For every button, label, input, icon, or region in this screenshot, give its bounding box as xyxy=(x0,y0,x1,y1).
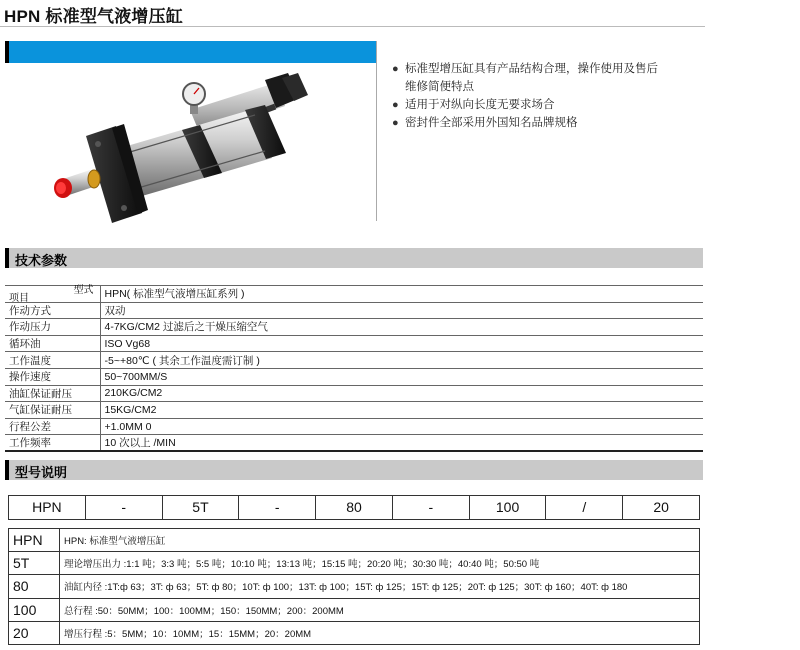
model-code-separator: - xyxy=(239,496,316,519)
product-divider xyxy=(376,41,377,221)
bullet-icon: ● xyxy=(392,63,399,75)
model-row: 80 油缸内径 :1T:ф 63；3T: ф 63；5T: ф 80；10T: ф 100；13T: ф 100；15T: ф 125；15T: ф 125；20T: ф 125；30T: ф 160；40T: ф 180 xyxy=(9,575,700,598)
spec-header-diagonal-cell: 型式 项目 xyxy=(5,286,100,303)
spec-table xyxy=(5,285,703,452)
spec-row: 工作温度 -5~+80℃ ( 其余工作温度需订制 ) xyxy=(5,352,703,369)
feature-list xyxy=(392,60,692,132)
bullet-icon: ● xyxy=(392,117,399,129)
spec-row: 循环油 ISO Vg68 xyxy=(5,335,703,352)
feature-item: ● 标准型增压缸具有产品结构合理，操作使用及售后 xyxy=(392,60,692,78)
spec-section-header: 技术参数 xyxy=(5,248,703,268)
bullet-icon: ● xyxy=(392,99,399,111)
model-code-segment: 80 xyxy=(316,496,393,519)
title-divider xyxy=(0,26,705,27)
spec-series-value: HPN( 标准型气液增压缸系列 ) xyxy=(100,286,703,303)
spec-row: 操作速度 50~700MM/S xyxy=(5,368,703,385)
page-title: HPN 标准型气液增压缸 xyxy=(4,7,184,26)
spec-row: 行程公差 +1.0MM 0 xyxy=(5,418,703,435)
feature-item: ● 密封件全部采用外国知名品牌规格 xyxy=(392,114,692,132)
model-row: 5T 理论增压出力 :1:1 吨；3:3 吨；5:5 吨；10:10 吨；13:13 吨；15:15 吨；20:20 吨；30:30 吨；40:40 吨；50:50 吨 xyxy=(9,552,700,575)
spec-header-row xyxy=(5,286,703,303)
feature-item-continuation: 维修简便特点 xyxy=(405,81,474,93)
model-code-separator: - xyxy=(86,496,163,519)
cylinder-product-image xyxy=(50,68,370,226)
model-code-separator: / xyxy=(546,496,623,519)
spec-row: 工作频率 10 次以上 /MIN xyxy=(5,435,703,452)
spec-row: 油缸保证耐压 210KG/CM2 xyxy=(5,385,703,402)
product-header-bar xyxy=(5,41,377,63)
model-code-row xyxy=(8,495,700,520)
model-row: 100 总行程 :50：50MM；100：100MM；150：150MM；200：200MM xyxy=(9,598,700,621)
spec-row: 气缸保证耐压 15KG/CM2 xyxy=(5,402,703,419)
model-row: HPN HPN: 标准型气液增压缸 xyxy=(9,529,700,552)
spec-row: 作动压力 4-7KG/CM2 过滤后之干燥压缩空气 xyxy=(5,319,703,336)
piston-rod-end xyxy=(54,170,100,198)
model-section-header: 型号说明 xyxy=(5,460,703,480)
model-code-segment: 20 xyxy=(653,499,669,515)
model-code-separator: - xyxy=(393,496,470,519)
feature-item: ● 适用于对纵向长度无要求场合 xyxy=(392,96,692,114)
model-explanation-table xyxy=(8,528,700,645)
model-code-segment: 5T xyxy=(163,496,240,519)
model-code-segment: 100 xyxy=(470,496,547,519)
model-row: 20 增压行程 :5：5MM；10：10MM；15：15MM；20：20MM xyxy=(9,621,700,644)
model-code-segment: HPN xyxy=(9,496,86,519)
spec-row: 作动方式 双动 xyxy=(5,302,703,319)
